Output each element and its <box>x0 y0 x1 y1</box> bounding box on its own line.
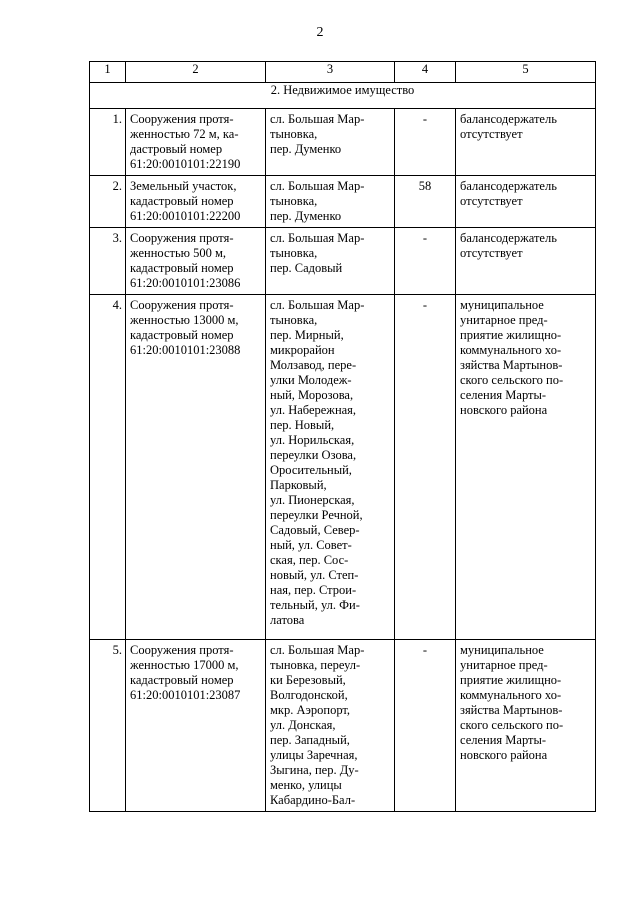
area-value: - <box>422 298 428 312</box>
area-value: - <box>422 112 428 126</box>
holder-line: приятие жилищно- <box>460 328 562 342</box>
holder-line: отсутствует <box>460 246 523 260</box>
description-line: Сооружения протя- <box>130 643 234 657</box>
area-cell <box>395 295 456 640</box>
address-line: тыновка, <box>270 246 318 260</box>
description-line: дастровый номер <box>130 142 223 156</box>
property-table <box>89 61 596 812</box>
address-line: тельный, ул. Фи- <box>270 598 360 612</box>
address-line: сл. Большая Мар- <box>270 298 365 312</box>
address-line: латова <box>270 613 305 627</box>
holder-cell <box>456 295 596 640</box>
holder-cell <box>456 640 596 812</box>
address-line: ская, пер. Сос- <box>270 553 349 567</box>
address-line: улки Молодеж- <box>270 373 352 387</box>
page-number: 2 <box>316 25 324 40</box>
holder-cell <box>456 176 596 228</box>
address-line: Зыгина, пер. Ду- <box>270 763 359 777</box>
area-value: - <box>422 231 428 245</box>
area-value: 58 <box>418 179 432 193</box>
row-number: 2. <box>112 179 122 193</box>
address-cell <box>266 109 395 176</box>
address-line: ная, пер. Строи- <box>270 583 357 597</box>
row-number-cell <box>90 109 126 176</box>
table-header-row <box>90 62 596 83</box>
column-header: 3 <box>266 62 395 83</box>
address-line: пер. Мирный, <box>270 328 344 342</box>
holder-line: ского сельского по- <box>460 718 564 732</box>
address-line: пер. Садовый <box>270 261 343 275</box>
holder-line: зяйства Мартынов- <box>460 358 563 372</box>
address-line: пер. Думенко <box>270 142 342 156</box>
description-cell <box>126 640 266 812</box>
description-line: 61:20:0010101:23086 <box>130 276 241 290</box>
row-number: 5. <box>112 643 122 657</box>
holder-line: селения Марты- <box>460 388 547 402</box>
address-line: ул. Донская, <box>270 718 336 732</box>
address-line: пер. Думенко <box>270 209 342 223</box>
description-line: кадастровый номер <box>130 194 234 208</box>
holder-line: новского района <box>460 748 548 762</box>
address-line: улицы Заречная, <box>270 748 358 762</box>
description-line: женностью 500 м, <box>130 246 227 260</box>
address-line: ул. Норильская, <box>270 433 355 447</box>
table-row <box>90 295 596 640</box>
description-cell <box>126 295 266 640</box>
section-row <box>90 83 596 109</box>
row-number-cell <box>90 176 126 228</box>
column-header: 5 <box>456 62 596 83</box>
holder-line: коммунального хо- <box>460 343 562 357</box>
address-line: ул. Пионерская, <box>270 493 355 507</box>
holder-line: унитарное пред- <box>460 313 548 327</box>
area-value: - <box>422 643 428 657</box>
area-cell <box>395 176 456 228</box>
address-line: пер. Новый, <box>270 418 335 432</box>
description-line: Сооружения протя- <box>130 231 234 245</box>
address-line: тыновка, <box>270 127 318 141</box>
description-line: 61:20:0010101:22190 <box>130 157 241 171</box>
holder-line: унитарное пред- <box>460 658 548 672</box>
description-cell <box>126 109 266 176</box>
address-cell <box>266 176 395 228</box>
holder-line: приятие жилищно- <box>460 673 562 687</box>
holder-line: балансодержатель <box>460 112 557 126</box>
description-line: 61:20:0010101:23088 <box>130 343 241 357</box>
section-title: 2. Недвижимое имущество <box>90 83 596 109</box>
address-line: тыновка, переул- <box>270 658 361 672</box>
address-line: Оросительный, <box>270 463 352 477</box>
address-line: сл. Большая Мар- <box>270 179 365 193</box>
address-cell <box>266 640 395 812</box>
column-header: 1 <box>90 62 126 83</box>
table-row <box>90 228 596 295</box>
description-line: женностью 17000 м, <box>130 658 239 672</box>
address-line: тыновка, <box>270 313 318 327</box>
holder-line: балансодержатель <box>460 179 557 193</box>
address-line: ки Березовый, <box>270 673 346 687</box>
address-line: тыновка, <box>270 194 318 208</box>
address-line: ный, ул. Совет- <box>270 538 352 552</box>
description-line: 61:20:0010101:23087 <box>130 688 241 702</box>
description-line: кадастровый номер <box>130 673 234 687</box>
address-line: пер. Западный, <box>270 733 350 747</box>
address-line: сл. Большая Мар- <box>270 112 365 126</box>
holder-cell <box>456 228 596 295</box>
address-line: мкр. Аэропорт, <box>270 703 351 717</box>
row-number-cell <box>90 640 126 812</box>
row-number-cell <box>90 295 126 640</box>
area-cell <box>395 228 456 295</box>
address-line: Волгодонской, <box>270 688 348 702</box>
holder-line: новского района <box>460 403 548 417</box>
description-cell <box>126 228 266 295</box>
description-line: кадастровый номер <box>130 261 234 275</box>
description-cell <box>126 176 266 228</box>
description-line: женностью 72 м, ка- <box>130 127 239 141</box>
table-row <box>90 640 596 812</box>
address-line: ул. Набережная, <box>270 403 357 417</box>
address-cell <box>266 295 395 640</box>
holder-line: зяйства Мартынов- <box>460 703 563 717</box>
holder-line: коммунального хо- <box>460 688 562 702</box>
table-row <box>90 176 596 228</box>
row-number: 3. <box>112 231 122 245</box>
address-line: сл. Большая Мар- <box>270 231 365 245</box>
address-line: Парковый, <box>270 478 327 492</box>
address-cell <box>266 228 395 295</box>
holder-line: ского сельского по- <box>460 373 564 387</box>
address-line: переулки Речной, <box>270 508 363 522</box>
holder-line: отсутствует <box>460 194 523 208</box>
address-line: ный, Морозова, <box>270 388 354 402</box>
address-line: Кабардино-Бал- <box>270 793 356 807</box>
holder-line: балансодержатель <box>460 231 557 245</box>
holder-cell <box>456 109 596 176</box>
description-line: Земельный участок, <box>130 179 237 193</box>
holder-line: селения Марты- <box>460 733 547 747</box>
address-line: Молзавод, пере- <box>270 358 357 372</box>
address-line: микрорайон <box>270 343 335 357</box>
row-number: 1. <box>112 112 122 126</box>
address-line: сл. Большая Мар- <box>270 643 365 657</box>
holder-line: муниципальное <box>460 643 544 657</box>
description-line: женностью 13000 м, <box>130 313 239 327</box>
address-line: менко, улицы <box>270 778 342 792</box>
row-number: 4. <box>112 298 122 312</box>
description-line: кадастровый номер <box>130 328 234 342</box>
holder-line: муниципальное <box>460 298 544 312</box>
description-line: 61:20:0010101:22200 <box>130 209 241 223</box>
address-line: новый, ул. Степ- <box>270 568 359 582</box>
description-line: Сооружения протя- <box>130 112 234 126</box>
column-header: 4 <box>395 62 456 83</box>
table-row <box>90 109 596 176</box>
description-line: Сооружения протя- <box>130 298 234 312</box>
row-number-cell <box>90 228 126 295</box>
column-header: 2 <box>126 62 266 83</box>
area-cell <box>395 109 456 176</box>
address-line: переулки Озова, <box>270 448 357 462</box>
address-line: Садовый, Север- <box>270 523 360 537</box>
area-cell <box>395 640 456 812</box>
holder-line: отсутствует <box>460 127 523 141</box>
